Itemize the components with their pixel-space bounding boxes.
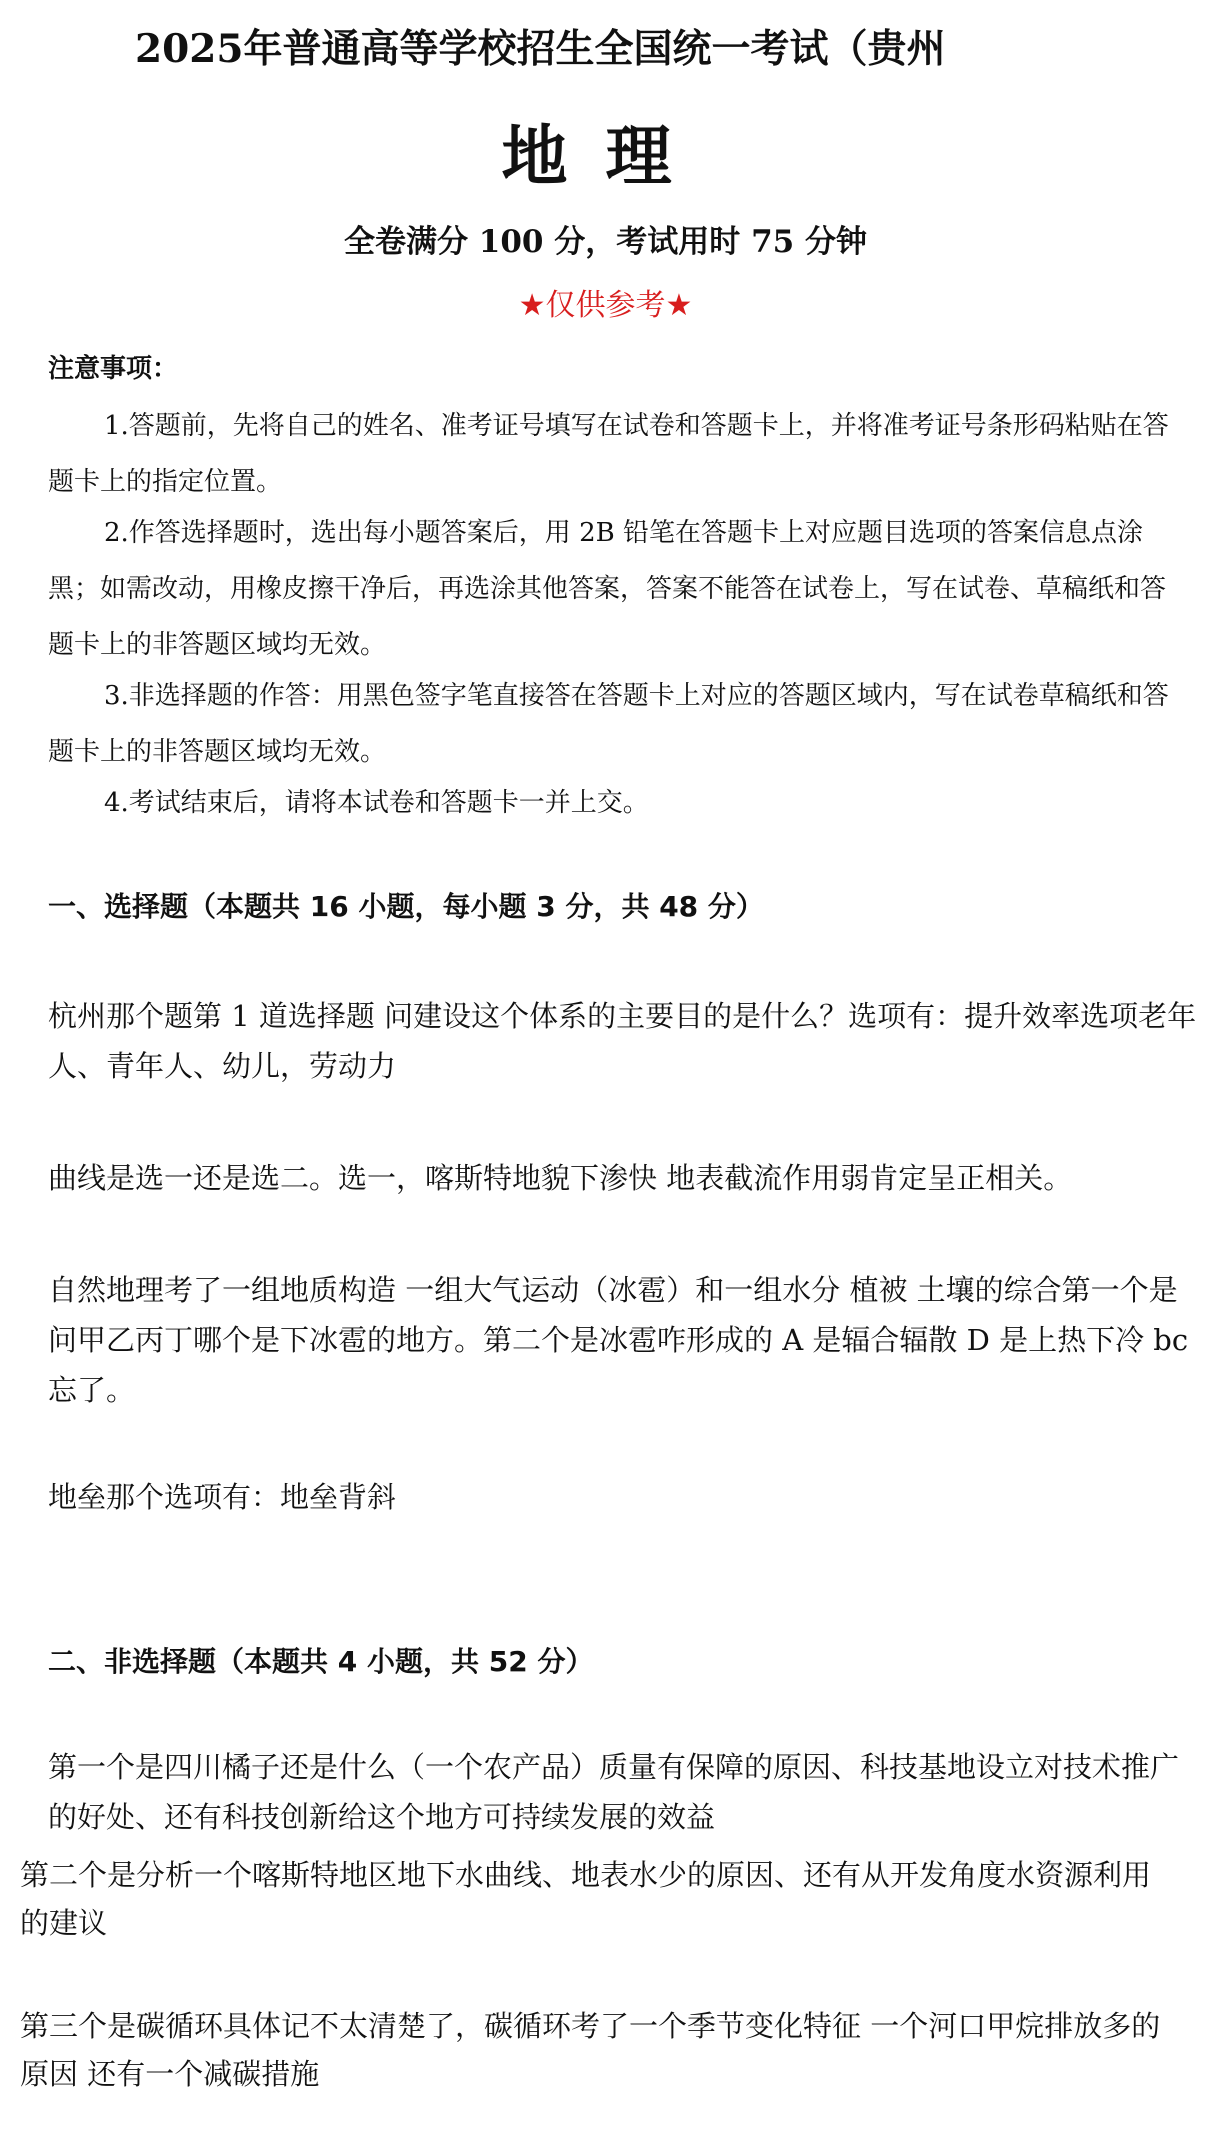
answer-paragraph: 杭州那个题第 1 道选择题 问建设这个体系的主要目的是什么？选项有：提升效率选项老年人、青年人、幼儿，劳动力 <box>48 999 1197 1083</box>
notice-item: 3.非选择题的作答：用黑色签字笔直接答在答题卡上对应的答题区域内，写在试卷草稿纸和答题卡上的非答题区域均无效。 <box>48 681 1169 767</box>
section-heading-choice: 一、选择题（本题共 16 小题，每小题 3 分，共 48 分） <box>48 890 764 923</box>
subject-title: 地理 <box>501 117 710 195</box>
notice-item: 4.考试结束后，请将本试卷和答题卡一并上交。 <box>104 788 649 818</box>
answer-paragraph: 第三个是碳循环具体记不太清楚了，碳循环考了一个季节变化特征 一个河口甲烷排放多的原因 还有一个减碳措施 <box>20 2009 1161 2091</box>
notice-item: 1.答题前，先将自己的姓名、准考证号填写在试卷和答题卡上，并将准考证号条形码粘贴在答题卡上的指定位置。 <box>48 411 1169 497</box>
section-heading-nonchoice: 二、非选择题（本题共 4 小题，共 52 分） <box>48 1645 594 1678</box>
answer-paragraph: 自然地理考了一组地质构造 一组大气运动（冰雹）和一组水分 植被 土壤的综合第一个是问甲乙丙丁哪个是下冰雹的地方。第二个是冰雹咋形成的 A 是辐合辐散 D 是上热下冷 bc 忘了。 <box>48 1273 1189 1407</box>
answer-paragraph: 第二个是分析一个喀斯特地区地下水曲线、地表水少的原因、还有从开发角度水资源利用的建议 <box>20 1858 1152 1940</box>
answer-paragraph: 第一个是四川橘子还是什么（一个农产品）质量有保障的原因、科技基地设立对技术推广的好处、还有科技创新给这个地方可持续发展的效益 <box>48 1750 1180 1834</box>
notice-heading: 注意事项： <box>48 354 179 384</box>
reference-stamp: ★仅供参考★ <box>518 288 693 323</box>
answer-paragraph: 地垒那个选项有：地垒背斜 <box>48 1480 397 1514</box>
notice-item: 2.作答选择题时，选出每小题答案后，用 2B 铅笔在答题卡上对应题目选项的答案信息点涂黑；如需改动，用橡皮擦干净后，再选涂其他答案，答案不能答在试卷上，写在试卷、草稿纸和答题卡上的非答题区域均无效。 <box>48 518 1167 660</box>
answer-paragraph: 曲线是选一还是选二。选一，喀斯特地貌下渗快 地表截流作用弱肯定呈正相关。 <box>48 1161 1073 1195</box>
exam-meta: 全卷满分 100 分，考试用时 75 分钟 <box>343 224 868 260</box>
exam-title: 2025年普通高等学校招生全国统一考试（贵州 <box>135 26 946 72</box>
